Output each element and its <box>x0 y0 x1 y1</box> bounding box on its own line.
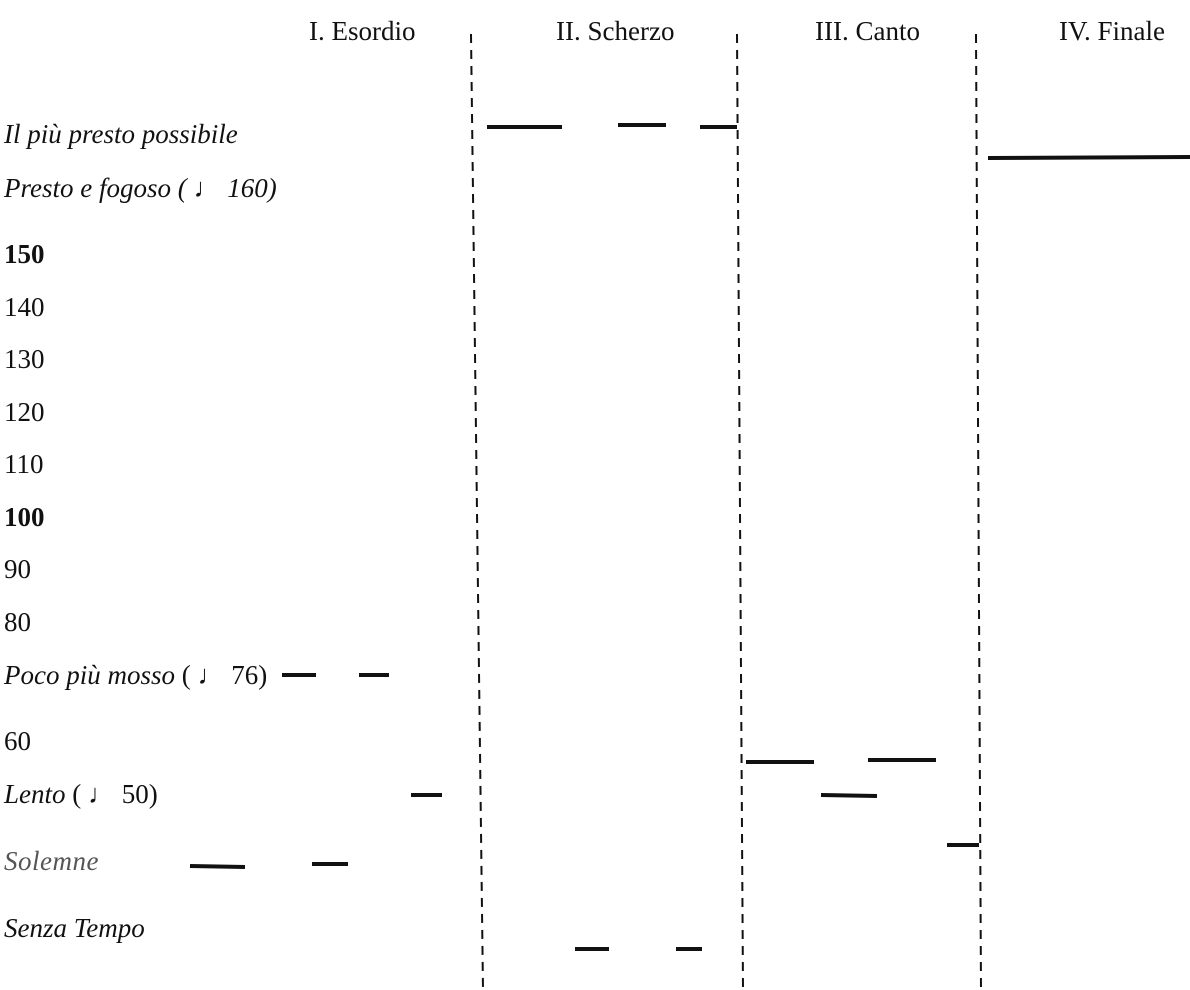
tempo-label-90: 90 <box>4 554 31 584</box>
tempo-label-130: 130 <box>4 344 45 374</box>
tempo-label-140: 140 <box>4 292 45 322</box>
presto-text: Presto e fogoso ( <box>4 173 187 203</box>
tempo-label-120: 120 <box>4 397 45 427</box>
presto-value: 160) <box>227 173 277 203</box>
tempo-label-100: 100 <box>4 502 45 532</box>
tempo-segment <box>821 795 877 796</box>
movement-divider-2 <box>737 34 743 990</box>
tempo-label-80: 80 <box>4 607 31 637</box>
tempo-segment <box>988 157 1190 158</box>
movement-divider-1 <box>471 34 483 990</box>
poco-value: ( ♩ 76) <box>175 660 268 690</box>
movement-header-3: III. Canto <box>815 16 920 46</box>
movement-header-2: II. Scherzo <box>556 16 675 46</box>
poco-text: Poco più mosso <box>4 660 175 690</box>
tempo-label-solemne: Solemne <box>4 846 99 876</box>
tempo-label-150: 150 <box>4 239 45 269</box>
tempo-label-110: 110 <box>4 449 44 479</box>
lento-text: Lento <box>4 779 66 809</box>
tempo-label-60: 60 <box>4 726 31 756</box>
tempo-segment <box>190 866 245 867</box>
movement-header-4: IV. Finale <box>1059 16 1165 46</box>
quarter-note-icon: ♩ <box>193 173 221 203</box>
lento-value: ( ♩ 50) <box>65 779 158 809</box>
tempo-label-piu-presto: Il più presto possibile <box>4 119 238 149</box>
tempo-label-senza: Senza Tempo <box>4 913 145 943</box>
movement-header-1: I. Esordio <box>309 16 416 46</box>
